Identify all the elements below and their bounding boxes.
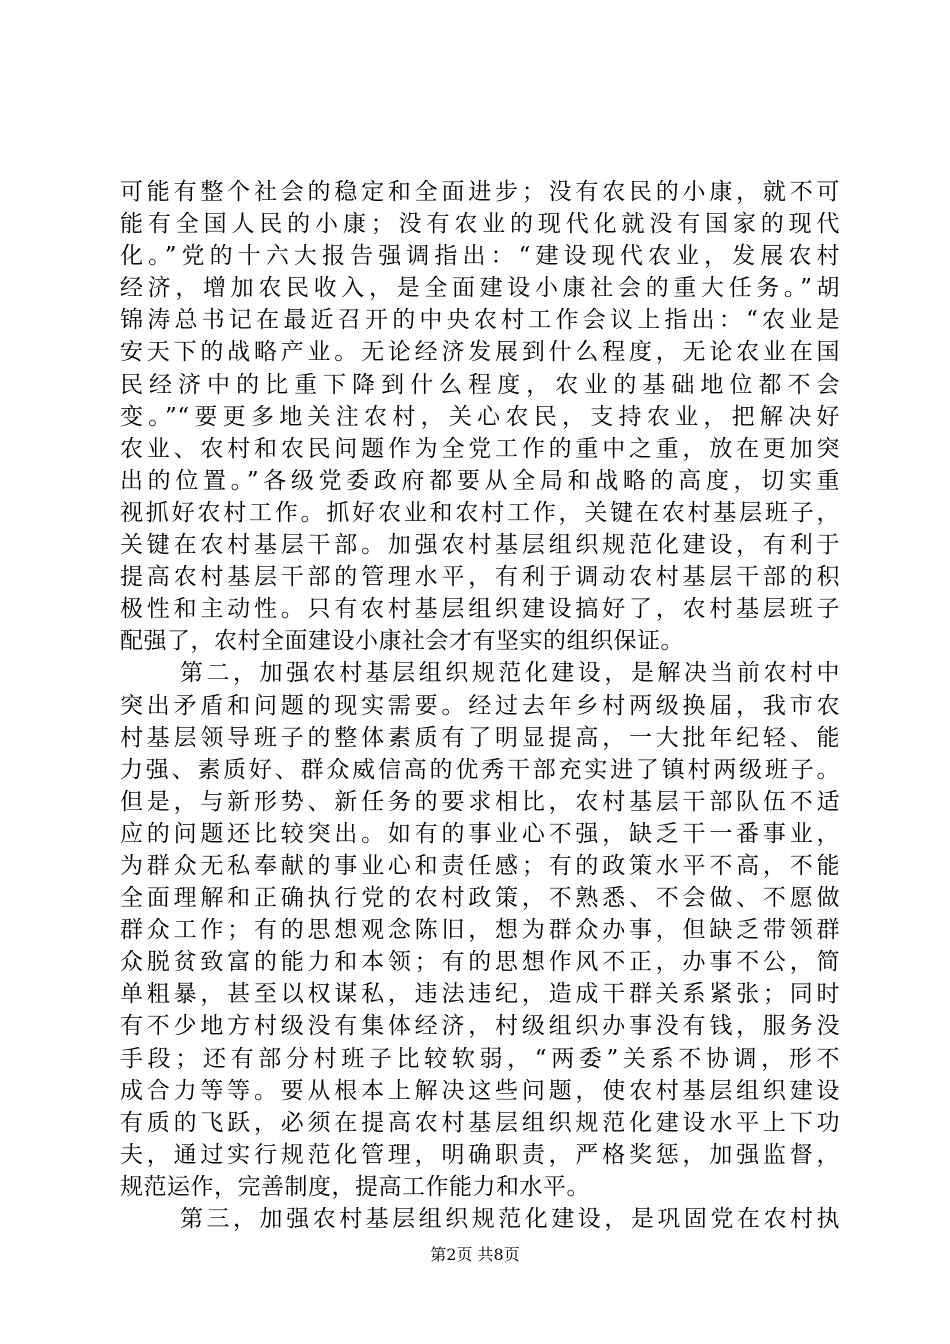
- text-line: 众脱贫致富的能力和本领；有的思想作风不正，办事不公，简: [120, 949, 840, 976]
- text-line: 锦涛总书记在最近召开的中央农村工作会议上指出：“农业是: [120, 307, 840, 334]
- text-line: 能有全国人民的小康；没有农业的现代化就没有国家的现代: [120, 211, 840, 238]
- text-line: 应的问题还比较突出。如有的事业心不强，缺乏干一番事业，: [120, 820, 840, 847]
- text-line: 出的位置。”各级党委政府都要从全局和战略的高度，切实重: [120, 467, 840, 494]
- text-line: 视抓好农村工作。抓好农业和农村工作，关键在农村基层班子，: [120, 499, 840, 526]
- text-line: 第三，加强农村基层组织规范化建设，是巩固党在农村执: [180, 1206, 840, 1232]
- text-line: 群众工作；有的思想观念陈旧，想为群众办事，但缺乏带领群: [120, 917, 840, 944]
- document-body: [120, 176, 840, 1235]
- text-line: 单粗暴，甚至以权谋私，违法违纪，造成干群关系紧张；同时: [120, 981, 840, 1008]
- text-line: 力强、素质好、群众威信高的优秀干部充实进了镇村两级班子。: [120, 756, 840, 783]
- text-line: 变。”“要更多地关注农村，关心农民，支持农业，把解决好: [120, 403, 840, 430]
- text-line: 安天下的战略产业。无论经济发展到什么程度，无论农业在国: [120, 339, 840, 366]
- page-footer: 第2页 共8页: [430, 1245, 520, 1264]
- text-line: 民经济中的比重下降到什么程度，农业的基础地位都不会: [120, 371, 840, 398]
- paragraph: [120, 1203, 840, 1235]
- paragraph: [120, 176, 840, 657]
- text-line: 手段；还有部分村班子比较软弱，“两委”关系不协调，形不: [120, 1045, 840, 1072]
- text-line: 第二，加强农村基层组织规范化建设，是解决当前农村中: [180, 660, 840, 687]
- text-line: 成合力等等。要从根本上解决这些问题，使农村基层组织建设: [120, 1077, 840, 1104]
- text-line: 配强了，农村全面建设小康社会才有坚实的组织保证。: [120, 628, 684, 655]
- text-line: 农业、农村和农民问题作为全党工作的重中之重，放在更加突: [120, 435, 840, 462]
- text-line: 极性和主动性。只有农村基层组织建设搞好了，农村基层班子: [120, 596, 840, 623]
- text-line: 有质的飞跃，必须在提高农村基层组织规范化建设水平上下功: [120, 1109, 840, 1136]
- text-line: 经济，增加农民收入，是全面建设小康社会的重大任务。”胡: [120, 275, 840, 302]
- text-line: 突出矛盾和问题的现实需要。经过去年乡村两级换届，我市农: [120, 692, 840, 719]
- paragraph: [120, 657, 840, 1203]
- text-line: 有不少地方村级没有集体经济，村级组织办事没有钱，服务没: [120, 1013, 840, 1040]
- text-line: 但是，与新形势、新任务的要求相比，农村基层干部队伍不适: [120, 788, 840, 815]
- text-line: 关键在农村基层干部。加强农村基层组织规范化建设，有利于: [120, 532, 840, 559]
- text-line: 夫，通过实行规范化管理，明确职责，严格奖惩，加强监督，: [120, 1141, 840, 1168]
- text-line: 村基层领导班子的整体素质有了明显提高，一大批年纪轻、能: [120, 724, 840, 751]
- text-line: 化。”党的十六大报告强调指出：“建设现代农业，发展农村: [120, 243, 840, 270]
- text-line: 为群众无私奉献的事业心和责任感；有的政策水平不高，不能: [120, 852, 840, 879]
- text-line: 全面理解和正确执行党的农村政策，不熟悉、不会做、不愿做: [120, 885, 840, 912]
- text-line: 规范运作，完善制度，提高工作能力和水平。: [120, 1173, 590, 1200]
- text-line: 可能有整个社会的稳定和全面进步；没有农民的小康，就不可: [120, 179, 840, 205]
- text-line: 提高农村基层干部的管理水平，有利于调动农村基层干部的积: [120, 564, 840, 591]
